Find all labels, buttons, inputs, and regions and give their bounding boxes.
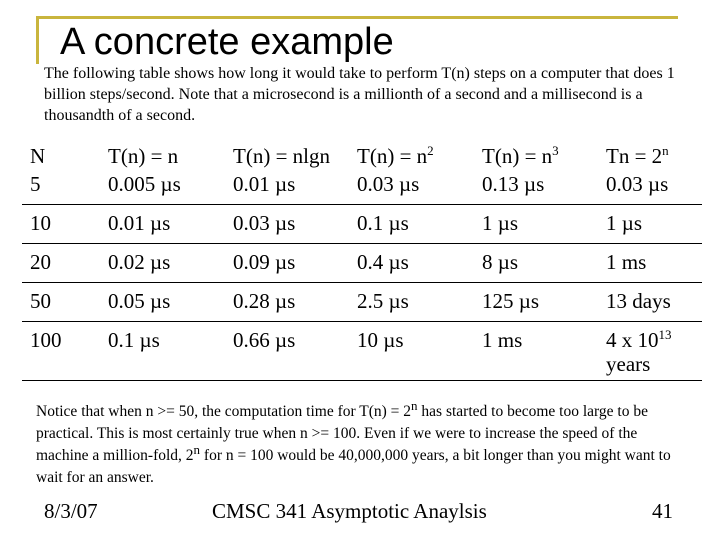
cell-quadratic: 0.4 µs [349, 244, 474, 283]
notice-paragraph: Notice that when n >= 50, the computation time for $T(n) = 2^n$ has started to become too large to be practical. This is most certainly true when n >= 100. Even if we were to increase the speed of the machine a million-fold, 2$^n$ for n = 100 would be 40,000,000 years, a bit longer than you might want to wait for an answer. [36, 397, 671, 486]
cell-exponential: 4 x $10^{13}$ years [598, 322, 702, 381]
runtime-table [22, 138, 702, 381]
cell-quadratic: 10 µs [349, 322, 474, 381]
header-cubic: $T(n) = n^3$ [482, 143, 559, 168]
table-row [22, 244, 702, 283]
footer-date: 8/3/07 [44, 499, 98, 523]
cell-exponential: 1 ms [598, 244, 702, 283]
cell-nlgn: 0.09 µs [225, 244, 349, 283]
cell-nlgn: 0.03 µs [225, 205, 349, 244]
header-exponential: $Tn = 2^n$ [606, 143, 669, 168]
cell-cubic: 8 µs [474, 244, 598, 283]
header-n: N [30, 144, 46, 168]
cell-n: 50 [22, 283, 100, 322]
cell-cubic: 1 ms [474, 322, 598, 381]
cell-linear: 0.05 µs [100, 283, 225, 322]
intro-paragraph: The following table shows how long it would take to perform T(n) steps on a computer that does 1 billion steps/second. Note that a microsecond is a millionth of a second and a millisecond is a thousandth of a second. [44, 65, 675, 124]
cell-n: 20 [22, 244, 100, 283]
cell-linear: 0.1 µs [100, 322, 225, 381]
table-header-row [22, 138, 702, 168]
cell-linear: 0.01 µs [100, 205, 225, 244]
table-row [22, 205, 702, 244]
cell-quadratic: 0.1 µs [349, 205, 474, 244]
cell-n: 10 [22, 205, 100, 244]
table-row [22, 283, 702, 322]
footer-page-number: 41 [652, 499, 673, 523]
header-linear: T(n) = n [108, 144, 179, 168]
cell-nlgn: 0.66 µs [225, 322, 349, 381]
cell-quadratic: 2.5 µs [349, 283, 474, 322]
cell-nlgn: 0.28 µs [225, 283, 349, 322]
header-quadratic: $T(n) = n^2$ [357, 143, 434, 168]
cell-n: 100 [22, 322, 100, 381]
table-row [22, 322, 702, 381]
table-row [22, 168, 702, 205]
cell-n: 5 [22, 168, 100, 205]
cell-cubic: 1 µs [474, 205, 598, 244]
title-frame-left-rule [36, 16, 39, 64]
cell-exponential: 0.03 µs [598, 168, 702, 205]
cell-quadratic: 0.03 µs [349, 168, 474, 205]
cell-exponential: 1 µs [598, 205, 702, 244]
cell-exponential: 13 days [598, 283, 702, 322]
cell-nlgn: 0.01 µs [225, 168, 349, 205]
cell-linear: 0.005 µs [100, 168, 225, 205]
footer-course-title: CMSC 341 Asymptotic Anaylsis [212, 499, 487, 523]
title-frame-top-rule [36, 16, 678, 19]
cell-cubic: 0.13 µs [474, 168, 598, 205]
slide-title: A concrete example [60, 21, 394, 63]
cell-linear: 0.02 µs [100, 244, 225, 283]
header-nlgn: T(n) = nlgn [233, 144, 330, 168]
cell-cubic: 125 µs [474, 283, 598, 322]
